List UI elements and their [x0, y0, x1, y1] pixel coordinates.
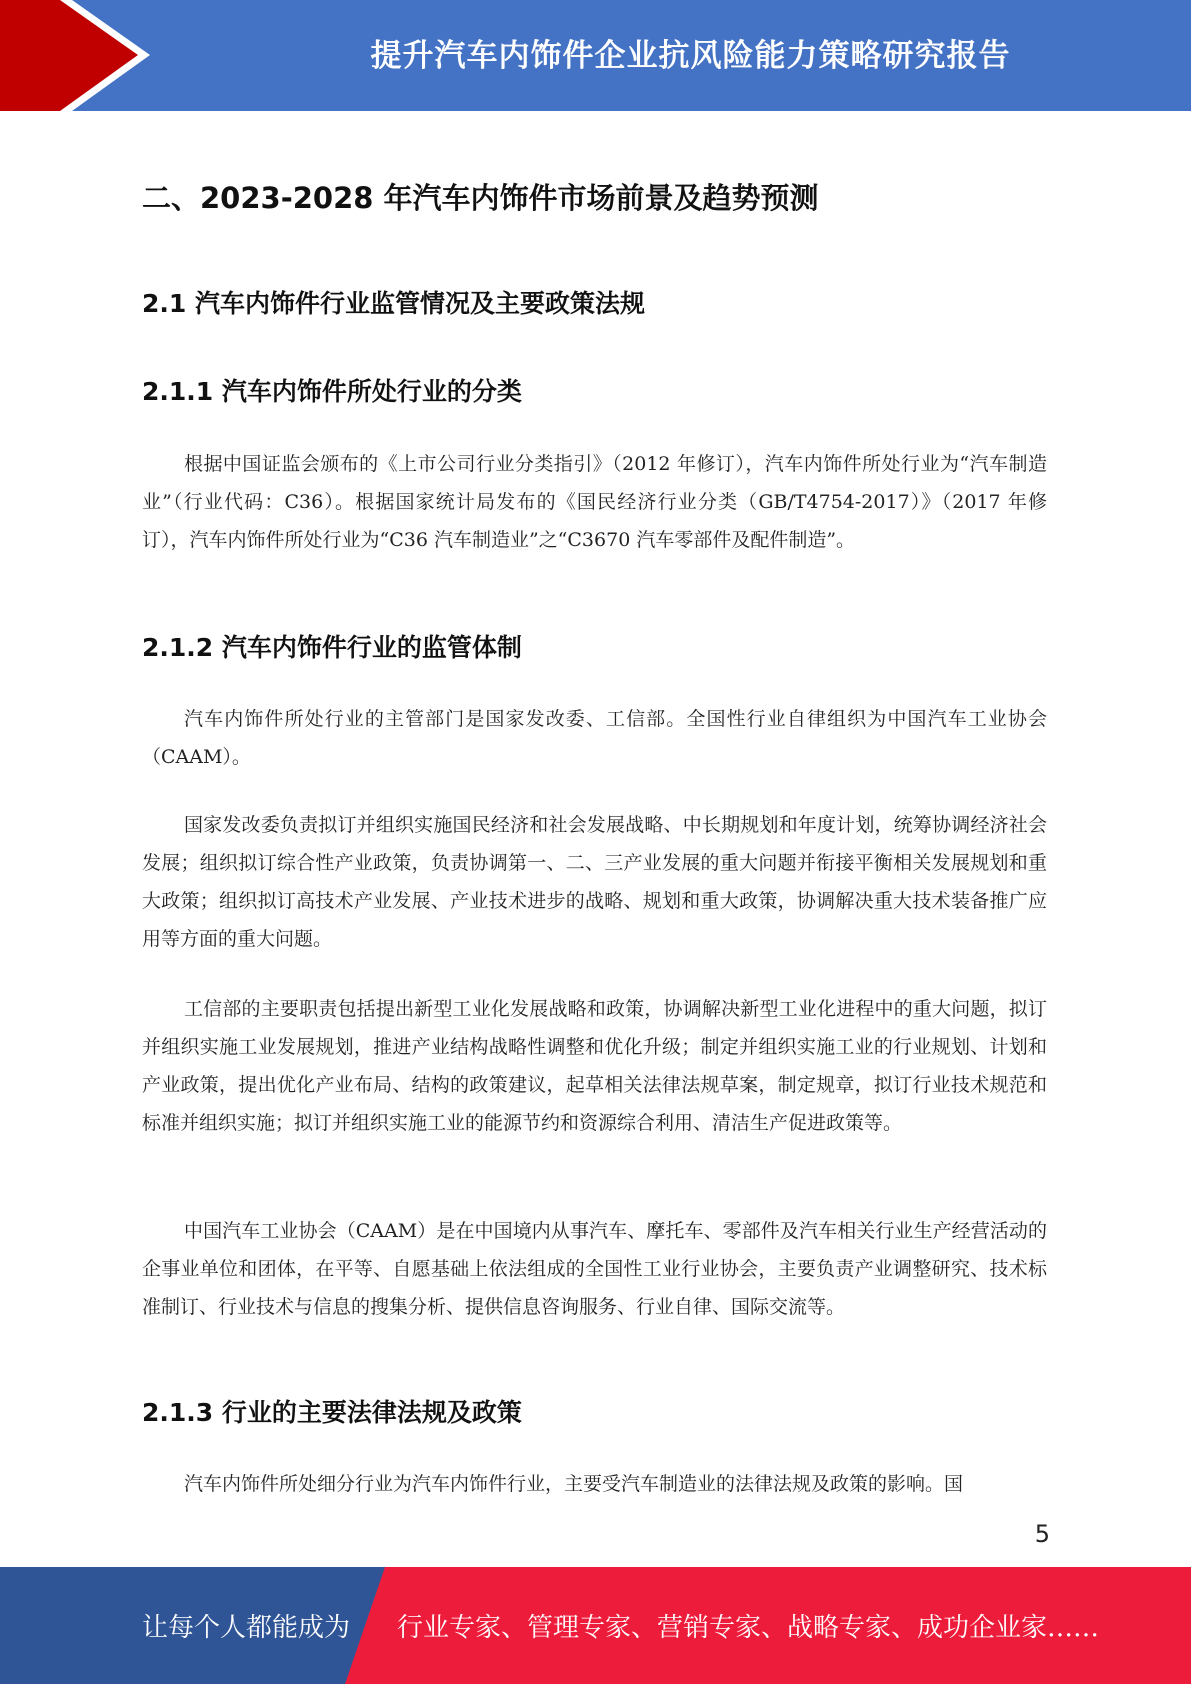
footer-slogan-right: 行业专家、管理专家、营销专家、战略专家、成功企业家…… — [397, 1613, 1100, 1643]
report-title: 提升汽车内饰件企业抗风险能力策略研究报告 — [370, 37, 1011, 74]
paragraph-caam: 中国汽车工业协会（CAAM）是在中国境内从事汽车、摩托车、零部件及汽车相关行业生产经营活动的企事业单位和团体，在平等、自愿基础上依法组成的全国性工业行业协会，主要负责产业调整研究、技术标准制订、行业技术与信息的搜集分析、提供信息咨询服务、行业自律、国际交流等。 — [142, 1220, 1047, 1318]
paragraph-miit: 工信部的主要职责包括提出新型工业化发展战略和政策，协调解决新型工业化进程中的重大问题，拟订并组织实施工业发展规划，推进产业结构战略性调整和优化升级；制定并组织实施工业的行业规划、计划和产业政策，提出优化产业布局、结构的政策建议，起草相关法律法规草案，制定规章，拟订行业技术规范和标准并组织实施；拟订并组织实施工业的能源节约和资源综合利用、清洁生产促进政策等。 — [142, 998, 1047, 1134]
paragraph-classification: 根据中国证监会颁布的《上市公司行业分类指引》（2012 年修订），汽车内饰件所处行业为“汽车制造业”（行业代码：C36）。根据国家统计局发布的《国民经济行业分类（GB/T4754-2017）》（2017 年修订），汽车内饰件所处行业为“C36 汽车制造业”之“C3670 汽车零部件及配件制造”。 — [142, 453, 1047, 551]
subsection-heading-2-1: 2.1 汽车内饰件行业监管情况及主要政策法规 — [142, 289, 645, 318]
section-heading: 二、2023-2028 年汽车内饰件市场前景及趋势预测 — [142, 181, 819, 215]
paragraph-laws: 汽车内饰件所处细分行业为汽车内饰件行业，主要受汽车制造业的法律法规及政策的影响。国 — [184, 1473, 964, 1495]
paragraph-ndrc: 国家发改委负责拟订并组织实施国民经济和社会发展战略、中长期规划和年度计划，统筹协调经济社会发展；组织拟订综合性产业政策，负责协调第一、二、三产业发展的重大问题并衔接平衡相关发展规划和重大政策；组织拟订高技术产业发展、产业技术进步的战略、规划和重大政策，协调解决重大技术装备推广应用等方面的重大问题。 — [142, 814, 1047, 950]
red-chevron-icon — [0, 0, 160, 111]
paragraph-authorities: 汽车内饰件所处行业的主管部门是国家发改委、工信部。全国性行业自律组织为中国汽车工业协会（CAAM）。 — [142, 708, 1047, 768]
subsection-heading-2-1-2: 2.1.2 汽车内饰件行业的监管体制 — [142, 633, 522, 662]
footer-slogan-left: 让每个人都能成为 — [142, 1613, 351, 1643]
report-footer — [0, 1567, 1191, 1684]
page-number: 5 — [1034, 1520, 1050, 1548]
subsection-heading-2-1-3: 2.1.3 行业的主要法律法规及政策 — [142, 1398, 522, 1427]
report-header — [0, 0, 1191, 111]
subsection-heading-2-1-1: 2.1.1 汽车内饰件所处行业的分类 — [142, 377, 522, 406]
